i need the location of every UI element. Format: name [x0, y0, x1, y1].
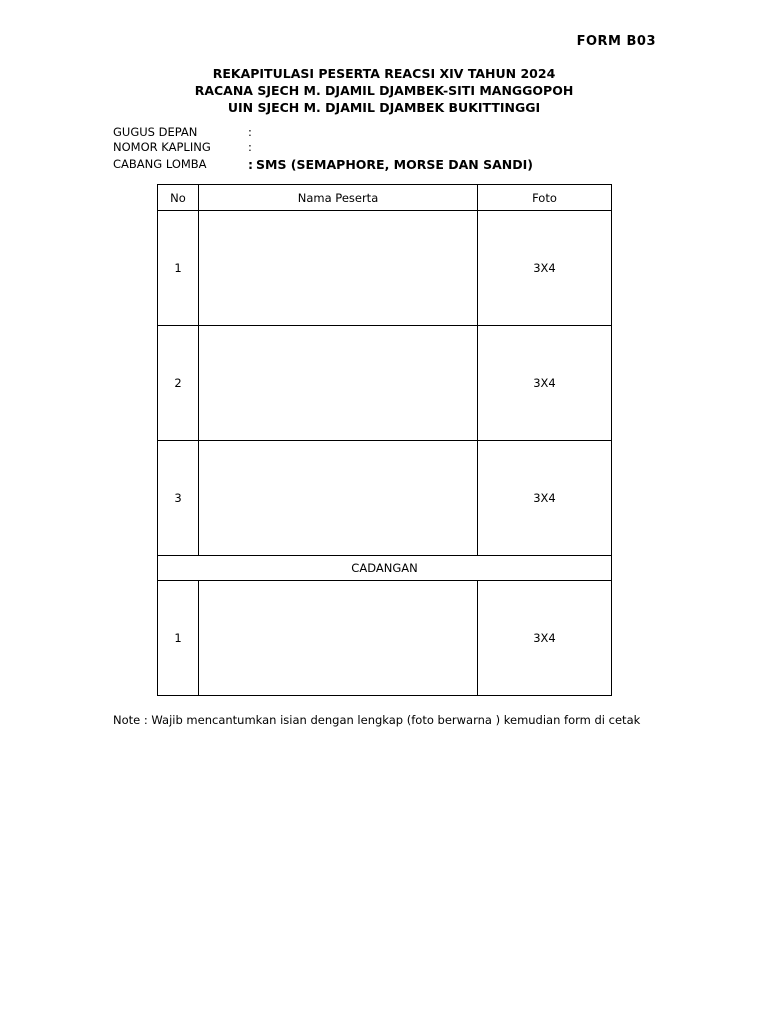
footer-note: Note : Wajib mencantumkan isian dengan lengkap (foto berwarna ) kemudian form di cetak: [113, 713, 641, 727]
header-no: No: [158, 185, 199, 211]
meta-nomor-kapling: [113, 140, 633, 155]
table-row: [158, 581, 612, 696]
form-meta-fields: [113, 125, 633, 174]
row-number: 1: [158, 581, 199, 696]
header-nama-peserta: Nama Peserta: [199, 185, 478, 211]
participant-name-cell[interactable]: [199, 211, 478, 326]
photo-cell[interactable]: 3X4: [478, 441, 612, 556]
participant-name-cell[interactable]: [199, 581, 478, 696]
row-number: 3: [158, 441, 199, 556]
form-code: FORM B03: [576, 34, 656, 49]
meta-colon: :: [248, 157, 253, 172]
meta-value: SMS (SEMAPHORE, MORSE DAN SANDI): [256, 157, 534, 172]
header-foto: Foto: [478, 185, 612, 211]
reserve-section-row: [158, 556, 612, 581]
title-line-3: UIN SJECH M. DJAMIL DJAMBEK BUKITTINGGI: [227, 100, 541, 115]
table-row: [158, 326, 612, 441]
table-row: [158, 211, 612, 326]
title-line-1: REKAPITULASI PESERTA REACSI XIV TAHUN 2024: [212, 66, 556, 81]
meta-label: NOMOR KAPLING: [113, 140, 211, 154]
row-number: 2: [158, 326, 199, 441]
participant-name-cell[interactable]: [199, 441, 478, 556]
participant-table: [157, 184, 612, 696]
meta-colon: :: [248, 140, 252, 154]
photo-cell[interactable]: 3X4: [478, 211, 612, 326]
title-line-2: RACANA SJECH M. DJAMIL DJAMBEK-SITI MANGGOPOH: [194, 83, 574, 98]
meta-label: CABANG LOMBA: [113, 157, 207, 171]
meta-colon: :: [248, 125, 252, 139]
row-number: 1: [158, 211, 199, 326]
table-row: [158, 441, 612, 556]
photo-cell[interactable]: 3X4: [478, 581, 612, 696]
meta-gugus-depan: [113, 125, 633, 140]
reserve-section-label: CADANGAN: [158, 556, 612, 581]
meta-cabang-lomba: [113, 155, 633, 174]
photo-cell[interactable]: 3X4: [478, 326, 612, 441]
document-title-block: [120, 65, 648, 116]
meta-label: GUGUS DEPAN: [113, 125, 198, 139]
table-header-row: [158, 185, 612, 211]
participant-name-cell[interactable]: [199, 326, 478, 441]
